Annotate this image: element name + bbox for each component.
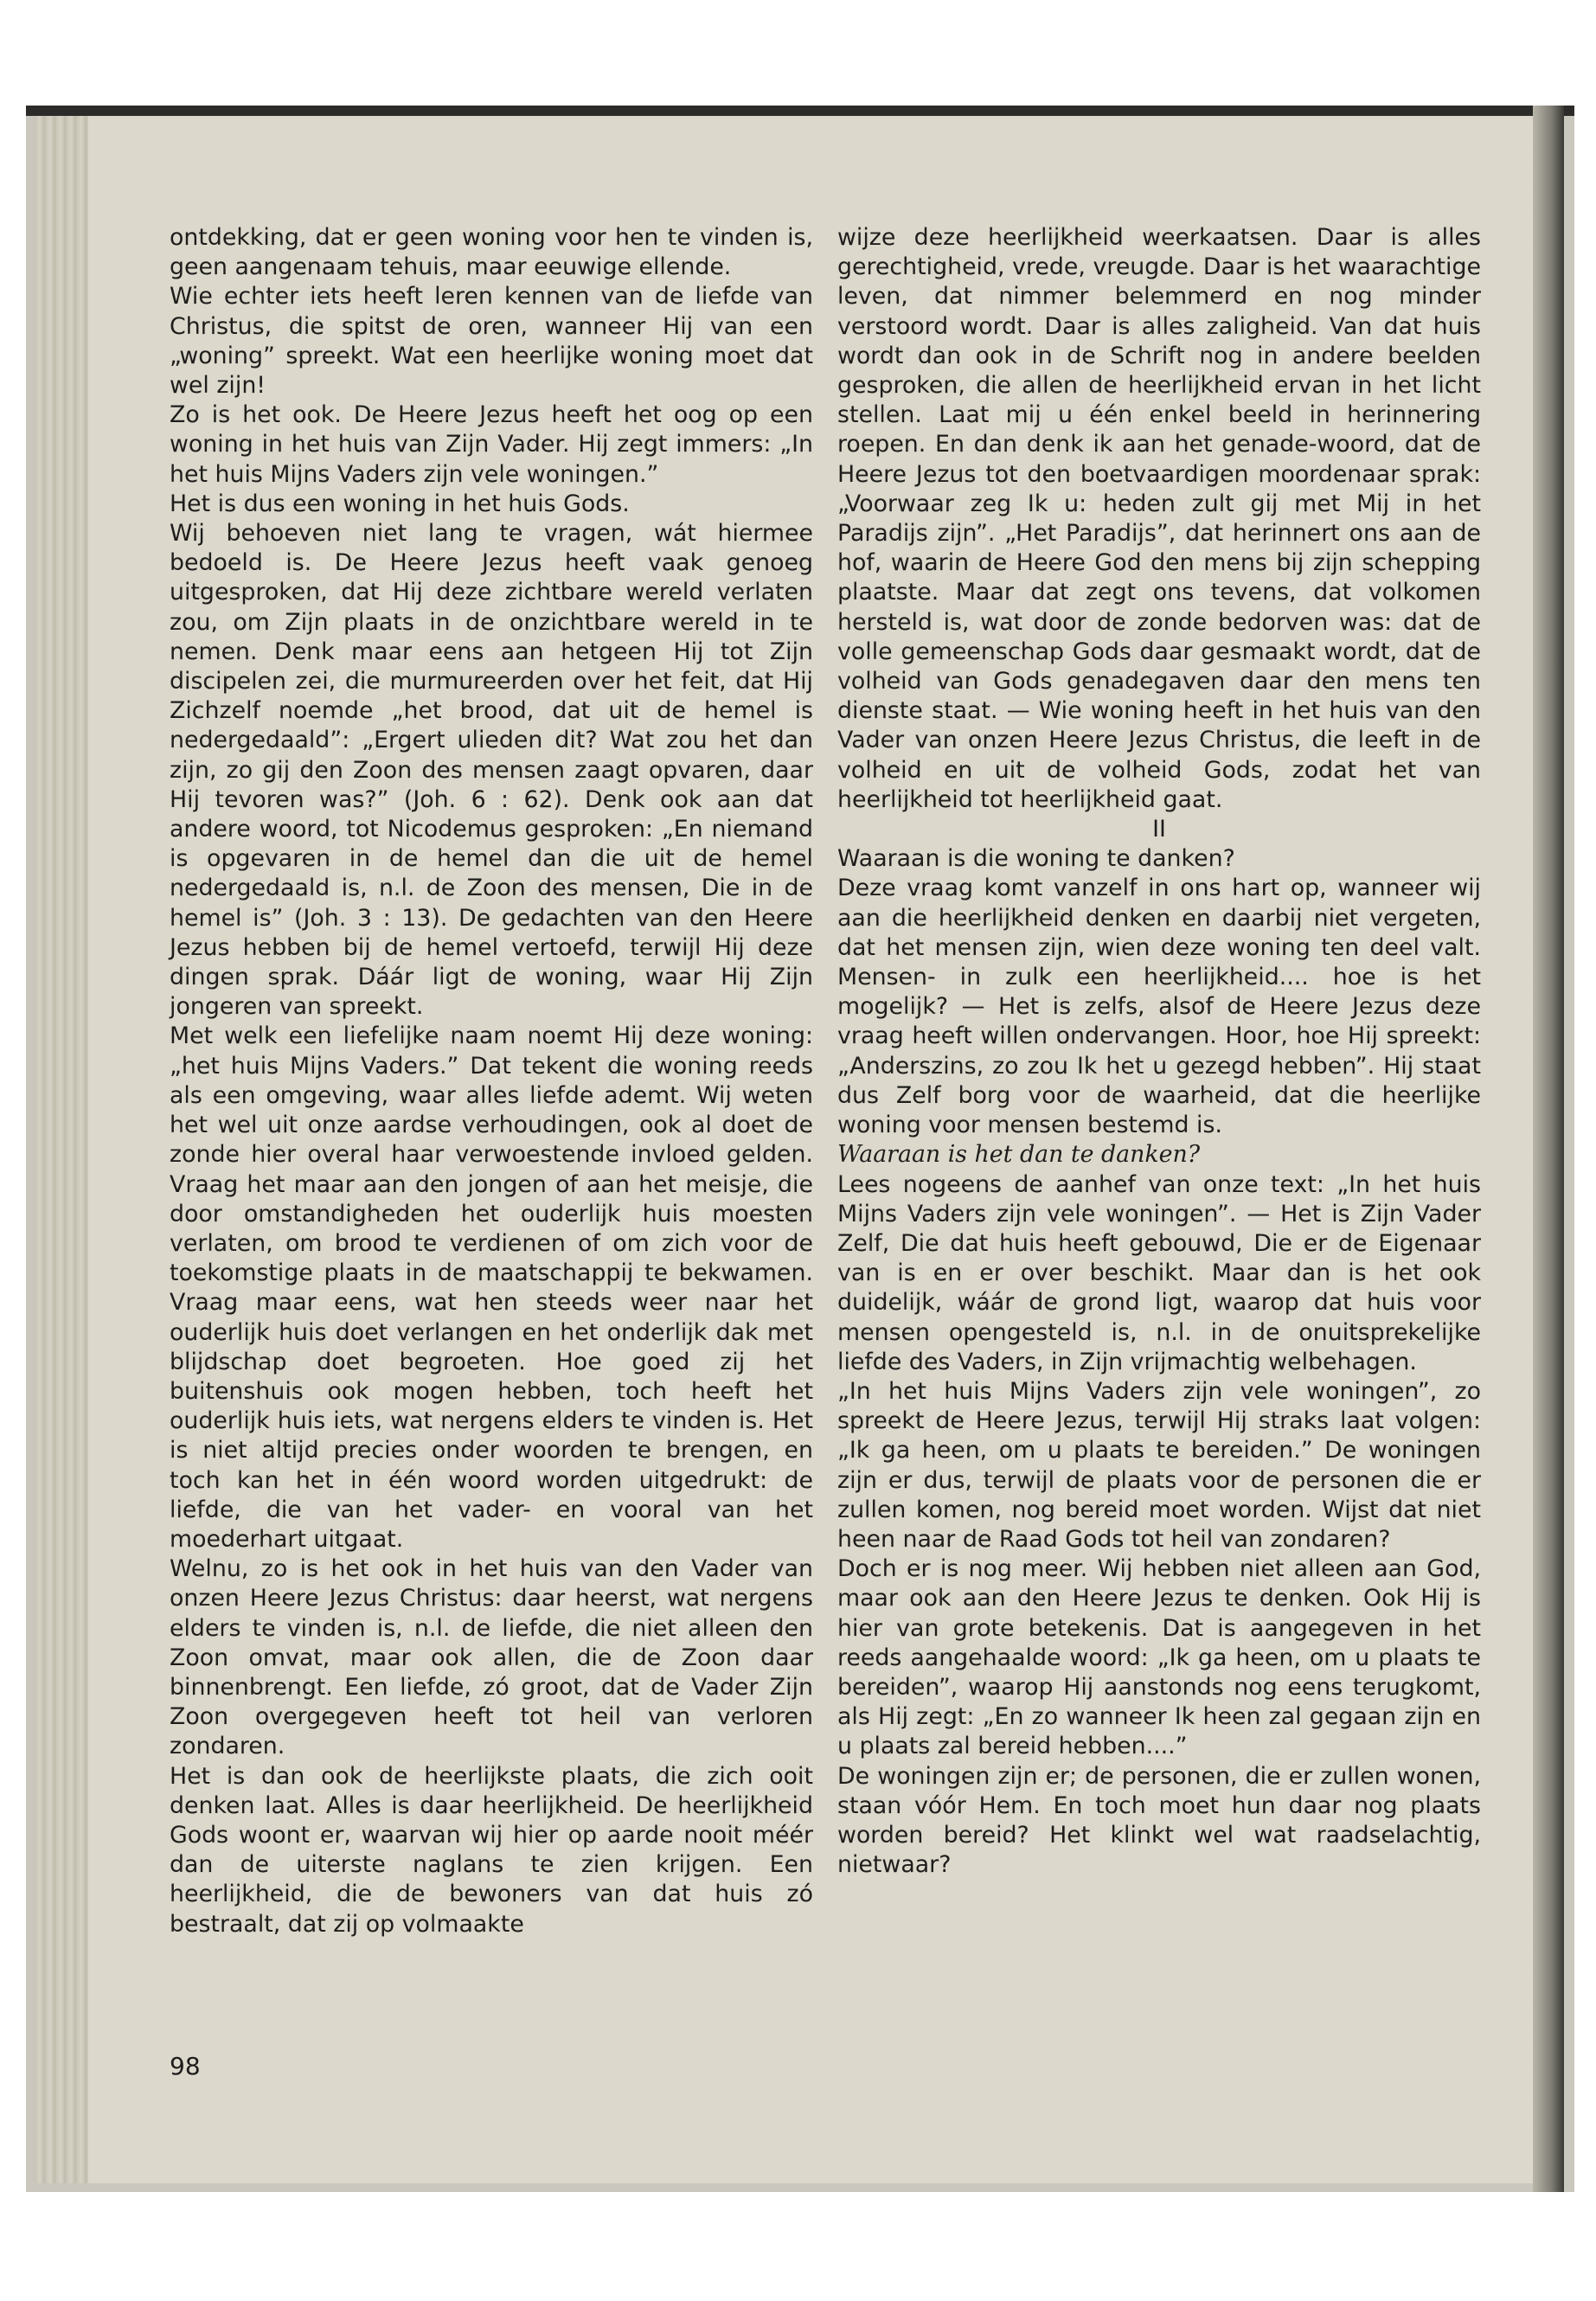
left-column [170,223,813,1939]
paragraph: Wij behoeven niet lang te vragen, wát hiermee bedoeld is. De Heere Jezus heeft vaak genoeg uitgesproken, dat Hij deze zichtbare wereld verlaten zou, om Zijn plaats in de onzichtbare wereld in te nemen. Denk maar eens aan hetgeen Hij tot Zijn discipelen zei, die murmureerden over het feit, dat Hij Zichzelf noemde „het brood, dat uit de hemel is nedergedaald”: „Ergert ulieden dit? Wat zou het dan zijn, zo gij den Zoon des mensen zaagt opvaren, daar Hij tevoren was?” (Joh. 6 : 62). Denk ook aan dat andere woord, tot Nicodemus gesproken: „En niemand is opgevaren in de hemel dan die uit de hemel nedergedaald is, n.l. de Zoon des mensen, Die in de hemel is” (Joh. 3 : 13). De gedachten van den Heere Jezus hebben bij de hemel vertoefd, terwijl Hij deze dingen sprak. Dáár ligt de woning, waar Hij Zijn jongeren van spreekt. [170,520,813,1021]
book-right-edge [1533,106,1564,2192]
paragraph: Met welk een liefelijke naam noemt Hij deze woning: „het huis Mijns Vaders.” Dat tekent die woning reeds als een omgeving, waar alles liefde ademt. Wij weten het wel uit onze aardse verhoudingen, ook al doet de zonde hier overal haar verwoestende invloed gelden. Vraag het maar aan den jongen of aan het meisje, die door omstandigheden het ouderlijk huis moesten verlaten, om brood te verdienen of om zich voor de toekomstige plaats in de maatschappij te bekwamen. Vraag maar eens, wat hen steeds weer naar het ouderlijk huis doet verlangen en het onderlijk dak met blijdschap doet begroeten. Hoe goed zij het buitenshuis ook mogen hebben, toch heeft het ouderlijk huis iets, wat nergens elders te vinden is. Het is niet altijd precies onder woorden te brengen, en toch kan het in één woord worden uitgedrukt: de liefde, die van het vader- en vooral van het moederhart uitgaat. [170,1022,813,1553]
paragraph: ontdekking, dat er geen woning voor hen te vinden is, geen aangenaam tehuis, maar eeuwige ellende. [170,224,813,281]
subheading: Waaraan is het dan te danken? [837,1141,1201,1169]
paragraph: „In het huis Mijns Vaders zijn vele woningen”, zo spreekt de Heere Jezus, terwijl Hij straks laat volgen: „Ik ga heen, om u plaats te bereiden.” De woningen zijn er dus, terwijl de plaats voor de personen die er zullen komen, nog bereid moet worden. Wijst dat niet heen naar de Raad Gods tot heil van zondaren? [837,1377,1481,1553]
book-top-edge [26,106,1574,116]
page-number: 98 [170,2052,201,2080]
paragraph: Wie echter iets heeft leren kennen van de liefde van Christus, die spitst de oren, wanneer Hij van een „woning” spreekt. Wat een heerlijke woning moet dat wel zijn! [170,283,813,400]
paragraph: Welnu, zo is het ook in het huis van den Vader van onzen Heere Jezus Christus: daar heerst, wat nergens elders te vinden is, n.l. de liefde, die niet alleen den Zoon omvat, maar ook allen, die de Zoon daar binnenbrengt. Een liefde, zó groot, dat de Vader Zijn Zoon overgegeven heeft tot heil van verloren zondaren. [170,1555,813,1760]
section-question: Waaraan is die woning te danken? [837,845,1235,873]
section-number: II [1152,816,1166,843]
paragraph: Het is dus een woning in het huis Gods. [170,490,630,517]
paragraph: Doch er is nog meer. Wij hebben niet alleen aan God, maar ook aan den Heere Jezus te denken. Ook Hij is hier van grote betekenis. Dat is aangegeven in het reeds aangehaalde woord: „Ik ga heen, om u plaats te bereiden”, waarop Hij aanstonds nog eens terugkomt, als Hij zegt: „En zo wanneer Ik heen zal gegaan zijn en u plaats zal bereid hebben....” [837,1555,1481,1760]
paragraph: wijze deze heerlijkheid weerkaatsen. Daar is alles gerechtigheid, vrede, vreugde. Daar is het waarachtige leven, dat nimmer belemmerd en nog minder verstoord wordt. Daar is alles zaligheid. Van dat huis wordt dan ook in de Schrift nog in andere beelden gesproken, die allen de heerlijkheid ervan in het licht stellen. Laat mij u één enkel beeld in herinnering roepen. En dan denk ik aan het genade-woord, dat de Heere Jezus tot den boetvaardigen moordenaar sprak: „Voorwaar zeg Ik u: heden zult gij met Mij in het Paradijs zijn”. „Het Paradijs”, dat herinnert ons aan de hof, waarin de Heere God den mens bij zijn schepping plaatste. Maar dat zegt ons tevens, dat volkomen hersteld is, wat door de zonde bedorven was: dat de volle gemeenschap Gods daar gesmaakt wordt, dat de volheid van Gods genadegaven daar den mens ten dienste staat. — Wie woning heeft in het huis van den Vader van onzen Heere Jezus Christus, die leeft in de volheid en uit de volheid Gods, zodat het van heerlijkheid tot heerlijkheid gaat. [837,224,1481,813]
paragraph: Lees nogeens de aanhef van onze text: „In het huis Mijns Vaders zijn vele woningen”. — Het is Zijn Vader Zelf, Die dat huis heeft gebouwd, Die er de Eigenaar van is en er over beschikt. Maar dan is het ook duidelijk, wáár de grond ligt, waarop dat huis voor mensen opengesteld is, n.l. in de onuitsprekelijke liefde des Vaders, in Zijn vrijmachtig welbehagen. [837,1170,1481,1375]
paragraph: Het is dan ook de heerlijkste plaats, die zich ooit denken laat. Alles is daar heerlijkheid. De heerlijkheid Gods woont er, waarvan wij hier op aarde nooit méér dan de uiterste naglans te zien krijgen. Een heerlijkheid, die de bewoners van dat huis zó bestraalt, dat zij op volmaakte [170,1762,813,1938]
paragraph: De woningen zijn er; de personen, die er zullen wonen, staan vóór Hem. En toch moet hun daar nog plaats worden bereid? Het klinkt wel wat raadselachtig, nietwaar? [837,1762,1481,1879]
paragraph: Deze vraag komt vanzelf in ons hart op, wanneer wij aan die heerlijkheid denken en daarbij niet vergeten, dat het mensen zijn, wien deze woning ten deel valt. Mensen- in zulk een heerlijkheid.... hoe is het mogelijk? — Het is zelfs, alsof de Heere Jezus deze vraag heeft willen ondervangen. Hoor, hoe Hij spreekt: „Anderszins, zo zou Ik het u gezegd hebben”. Hij staat dus Zelf borg voor de waarheid, dat die heerlijke woning voor mensen bestemd is. [837,875,1481,1139]
paragraph: Zo is het ook. De Heere Jezus heeft het oog op een woning in het huis van Zijn Vader. Hij zegt immers: „In het huis Mijns Vaders zijn vele woningen.” [170,401,813,488]
book-spine [35,116,88,2183]
right-column [837,223,1481,1880]
